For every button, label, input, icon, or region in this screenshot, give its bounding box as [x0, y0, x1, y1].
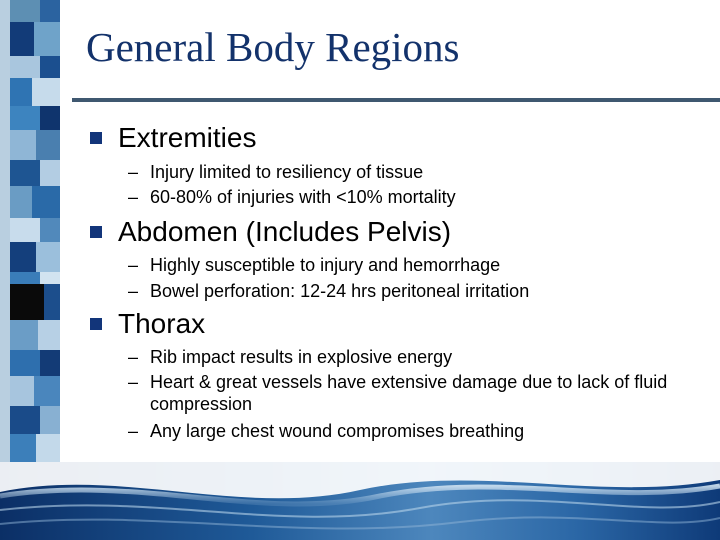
- sub-bullet-text: Heart & great vessels have extensive damage due to lack of fluid compression: [150, 372, 668, 414]
- dash-bullet-icon: –: [128, 281, 139, 301]
- sub-bullet-text: Any large chest wound compromises breathing: [150, 421, 525, 441]
- dash-bullet-icon: –: [128, 421, 139, 441]
- sub-bullet-text: Injury limited to resiliency of tissue: [150, 162, 424, 182]
- dash-bullet-icon: –: [128, 372, 139, 392]
- sub-bullet-text: Highly susceptible to injury and hemorrhage: [150, 255, 501, 275]
- bullet-heading: Thorax: [118, 308, 206, 339]
- bullet-heading: Extremities: [118, 122, 257, 153]
- sub-bullet-text: Rib impact results in explosive energy: [150, 347, 453, 367]
- bullet-heading: Abdomen (Includes Pelvis): [118, 216, 452, 247]
- sub-bullet-text: 60-80% of injuries with <10% mortality: [150, 187, 456, 207]
- dash-bullet-icon: –: [128, 162, 139, 182]
- dash-bullet-icon: –: [128, 187, 139, 207]
- dash-bullet-icon: –: [128, 255, 139, 275]
- decorative-wave-band: [0, 462, 720, 540]
- decorative-mosaic-strip: [0, 0, 68, 465]
- square-bullet-icon: [90, 318, 102, 330]
- title-underline-rule: [72, 98, 720, 102]
- sub-bullet-text: Bowel perforation: 12-24 hrs peritoneal irritation: [150, 281, 530, 301]
- dash-bullet-icon: –: [128, 347, 139, 367]
- square-bullet-icon: [90, 226, 102, 238]
- square-bullet-icon: [90, 132, 102, 144]
- slide-title: General Body Regions: [86, 24, 460, 70]
